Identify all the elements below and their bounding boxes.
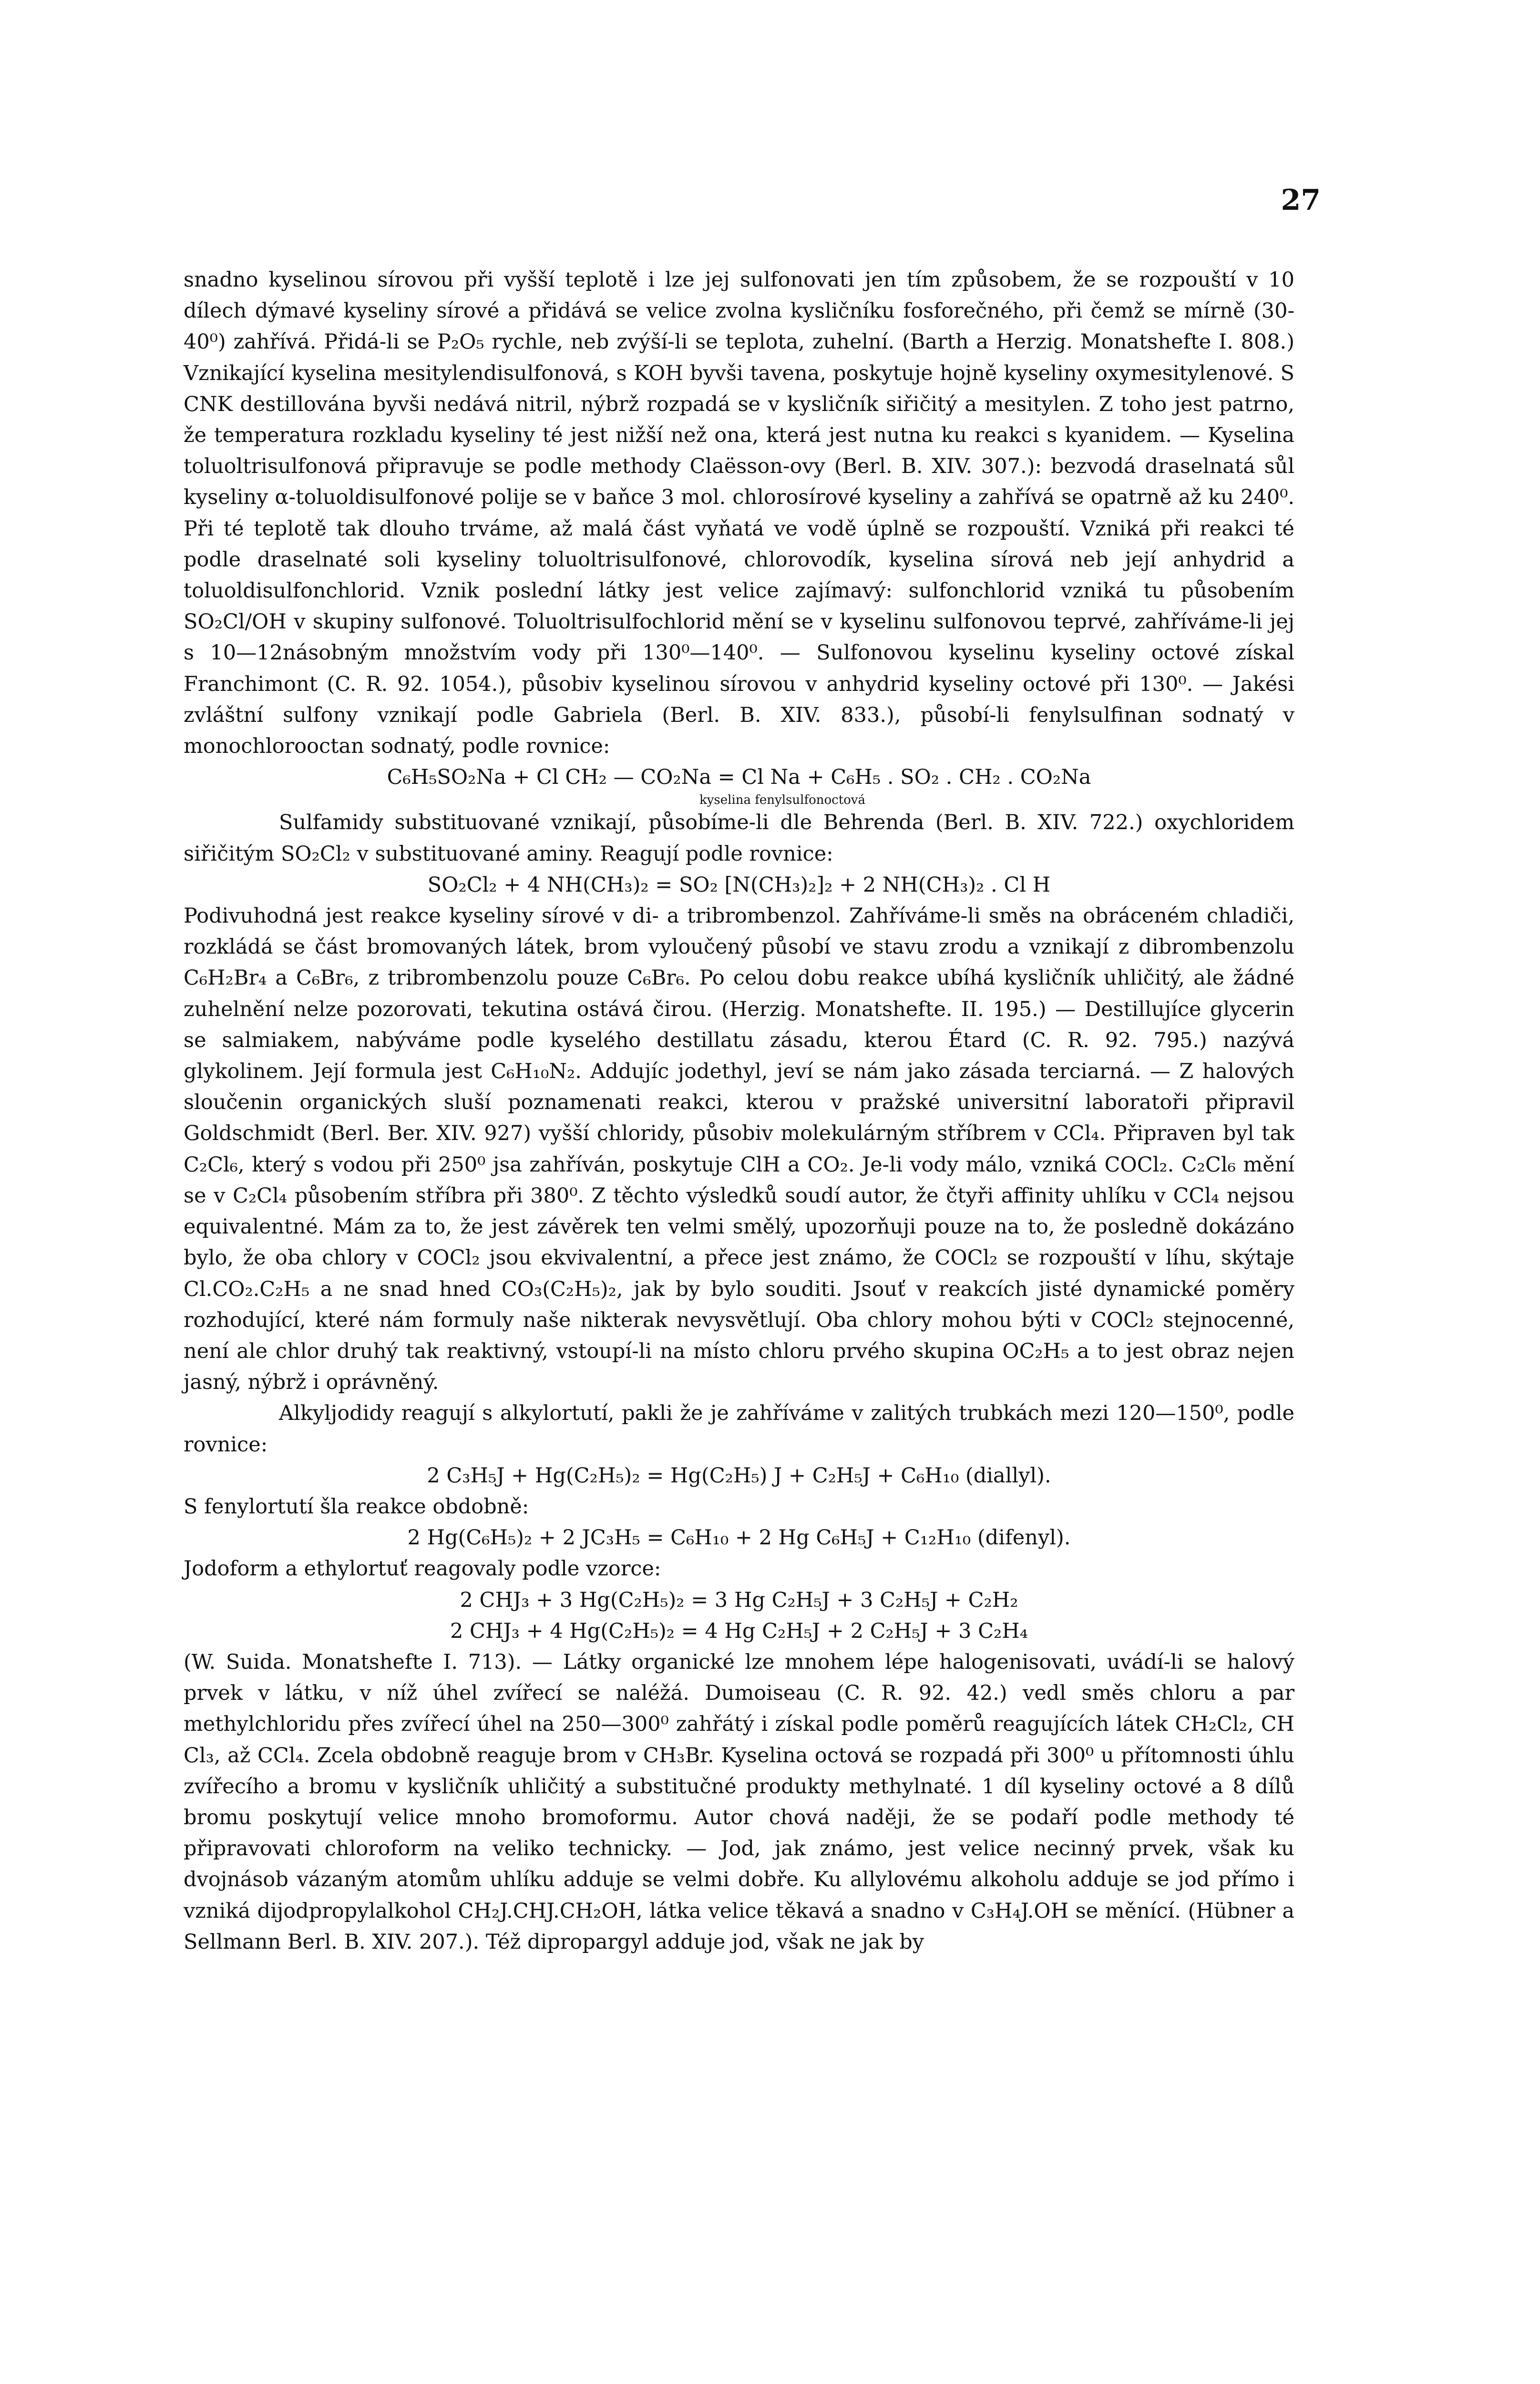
paragraph: Podivuhodná jest reakce kyseliny sírové v di- a tribrombenzol. Zahříváme-li směs na obráceném chladiči, rozkládá se část bromovaných látek, brom vyloučený působí ve stavu zrodu a vznikají z dibrombenzolu C₆H₂Br₄ a C₆Br₆, z tribrombenzolu pouze C₆Br₆. Po celou dobu reakce ubíhá kysličník uhličitý, ale žádné zuhelnění nelze pozorovati, tekutina ostává čirou. (Herzig. Monatshefte. II. 195.) — Destillujíce glycerin se salmiakem, nabýváme podle kyselého destillatu zásadu, kterou Étard (C. R. 92. 795.) nazývá glykolinem. Její formula jest C₆H₁₀N₂. Addujíc jodethyl, jeví se nám jako zásada terciarná. — Z halových sloučenin organických sluší poznamenati reakci, kterou v pražské universitní laboratoři připravil Goldschmidt (Berl. Ber. XIV. 927) vyšší chloridy, působiv molekulárným stříbrem v CCl₄. Připraven byl tak C₂Cl₆, který s vodou při 250⁰ jsa zahříván, poskytuje ClH a CO₂. Je-li vody málo, vzniká COCl₂. C₂Cl₆ mění se v C₂Cl₄ působením stříbra při 380⁰. Z těchto výsledků soudí autor, že čtyři affinity uhlíku v CCl₄ nejsou equivalentné. Mám za to, že jest závěrek ten velmi smělý, upozorňuji pouze na to, že posledně dokázáno bylo, že oba chlory v COCl₂ jsou ekvivalentní, a přece jest známo, že COCl₂ se rozpouští v líhu, skýtaje Cl.CO₂.C₂H₅ a ne snad hned CO₃(C₂H₅)₂, jak by bylo souditi. Jsouť v reakcích jisté dynamické poměry rozhodující, které nám formuly naše nikterak nevysvětlují. Oba chlory mohou býti v COCl₂ stejnocenné, není ale chlor druhý tak reaktivný, vstoupí-li na místo chloru prvého skupina OC₂H₅ a to jest obraz nejen jasný, nýbrž i oprávněný. <box>184 904 1294 1395</box>
equation: 2 Hg(C₆H₅)₂ + 2 JC₃H₅ = C₆H₁₀ + 2 Hg C₆H₅J + C₁₂H₁₀ (difenyl). <box>407 1526 1071 1550</box>
paragraph: Jodoform a ethylortuť reagovaly podle vzorce: <box>184 1557 661 1581</box>
equation: C₆H₅SO₂Na + Cl CH₂ — CO₂Na = Cl Na + C₆H₅ . SO₂ . CH₂ . CO₂Na <box>387 765 1091 790</box>
page-number: 27 <box>1281 184 1321 217</box>
paragraph: Sulfamidy substituované vznikají, působíme-li dle Behrenda (Berl. B. XIV. 722.) oxychloridem siřičitým SO₂Cl₂ v substituované aminy. Reagují podle rovnice: <box>184 811 1294 866</box>
equation: 2 CHJ₃ + 4 Hg(C₂H₅)₂ = 4 Hg C₂H₅J + 2 C₂H₅J + 3 C₂H₄ <box>450 1619 1028 1643</box>
equation: 2 C₃H₅J + Hg(C₂H₅)₂ = Hg(C₂H₅) J + C₂H₅J + C₆H₁₀ (diallyl). <box>427 1463 1051 1488</box>
paragraph: S fenylortutí šla reakce obdobně: <box>184 1494 529 1519</box>
paragraph: (W. Suida. Monatshefte I. 713). — Látky organické lze mnohem lépe halogenisovati, uvádí-li se halový prvek v látku, v níž úhel zvířecí se naléžá. Dumoiseau (C. R. 92. 42.) vedl směs chloru a par methylchloridu přes zvířecí úhel na 250—300⁰ zahřátý i získal podle poměrů reagujících látek CH₂Cl₂, CH Cl₃, až CCl₄. Zcela obdobně reaguje brom v CH₃Br. Kyselina octová se rozpadá při 300⁰ u přítomnosti úhlu zvířecího a bromu v kysličník uhličitý a substitučné produkty methylnaté. 1 díl kyseliny octové a 8 dílů bromu poskytují velice mnoho bromoformu. Autor chová naději, že se podaří podle methody té připravovati chloroform na veliko technicky. — Jod, jak známo, jest velice necinný prvek, však ku dvojnásob vázaným atomům uhlíku adduje se velmi dobře. Ku allylovému alkoholu adduje se jod přímo i vzniká dijodpropylalkohol CH₂J.CHJ.CH₂OH, látka velice těkavá a snadno v C₃H₄J.OH se měnící. (Hübner a Sellmann Berl. B. XIV. 207.). Též dipropargyl adduje jod, však ne jak by <box>184 1650 1294 1954</box>
text-block <box>184 265 1294 1958</box>
equation: SO₂Cl₂ + 4 NH(CH₃)₂ = SO₂ [N(CH₃)₂]₂ + 2 NH(CH₃)₂ . Cl H <box>427 873 1051 897</box>
equation: 2 CHJ₃ + 3 Hg(C₂H₅)₂ = 3 Hg C₂H₅J + 3 C₂H₅J + C₂H₂ <box>460 1588 1018 1612</box>
paragraph: Alkyljodidy reagují s alkylortutí, pakli že je zahříváme v zalitých trubkách mezi 120—150⁰, podle rovnice: <box>184 1401 1294 1457</box>
equation-caption: kyselina fenylsulfonoctová <box>699 793 865 808</box>
paragraph: snadno kyselinou sírovou při vyšší teplotě i lze jej sulfonovati jen tím způsobem, že se rozpouští v 10 dílech dýmavé kyseliny sírové a přidává se velice zvolna kysličníku fosforečného, při čemž se mírně (30-40⁰) zahřívá. Přidá-li se P₂O₅ rychle, neb zvýší-li se teplota, zuhelní. (Barth a Herzig. Monatshefte I. 808.) Vznikající kyselina mesitylendisulfonová, s KOH byvši tavena, poskytuje hojně kyseliny oxymesitylenové. S CNK destillována byvši nedává nitril, nýbrž rozpadá se v kysličník siřičitý a mesitylen. Z toho jest patrno, že temperatura rozkladu kyseliny té jest nižší než ona, která jest nutna ku reakci s kyanidem. — Kyselina toluoltrisulfonová připravuje se podle methody Claësson-ovy (Berl. B. XIV. 307.): bezvodá draselnatá sůl kyseliny α-toluoldisulfonové polije se v baňce 3 mol. chlorosírové kyseliny a zahřívá se opatrně až ku 240⁰. Při té teplotě tak dlouho trváme, až malá část vyňatá ve vodě úplně se rozpouští. Vzniká při reakci té podle draselnaté soli kyseliny toluoltrisulfonové, chlorovodík, kyselina sírová neb její anhydrid a toluoldisulfonchlorid. Vznik poslední látky jest velice zajímavý: sulfonchlorid vzniká tu působením SO₂Cl/OH v skupiny sulfonové. Toluoltrisulfochlorid mění se v kyselinu sulfonovou teprvé, zahříváme-li jej s 10—12násobným množstvím vody při 130⁰—140⁰. — Sulfonovou kyselinu kyseliny octové získal Franchimont (C. R. 92. 1054.), působiv kyselinou sírovou v anhydrid kyseliny octové při 130⁰. — Jakési zvláštní sulfony vznikají podle Gabriela (Berl. B. XIV. 833.), působí-li fenylsulfinan sodnatý v monochlorooctan sodnatý, podle rovnice: <box>184 268 1294 759</box>
